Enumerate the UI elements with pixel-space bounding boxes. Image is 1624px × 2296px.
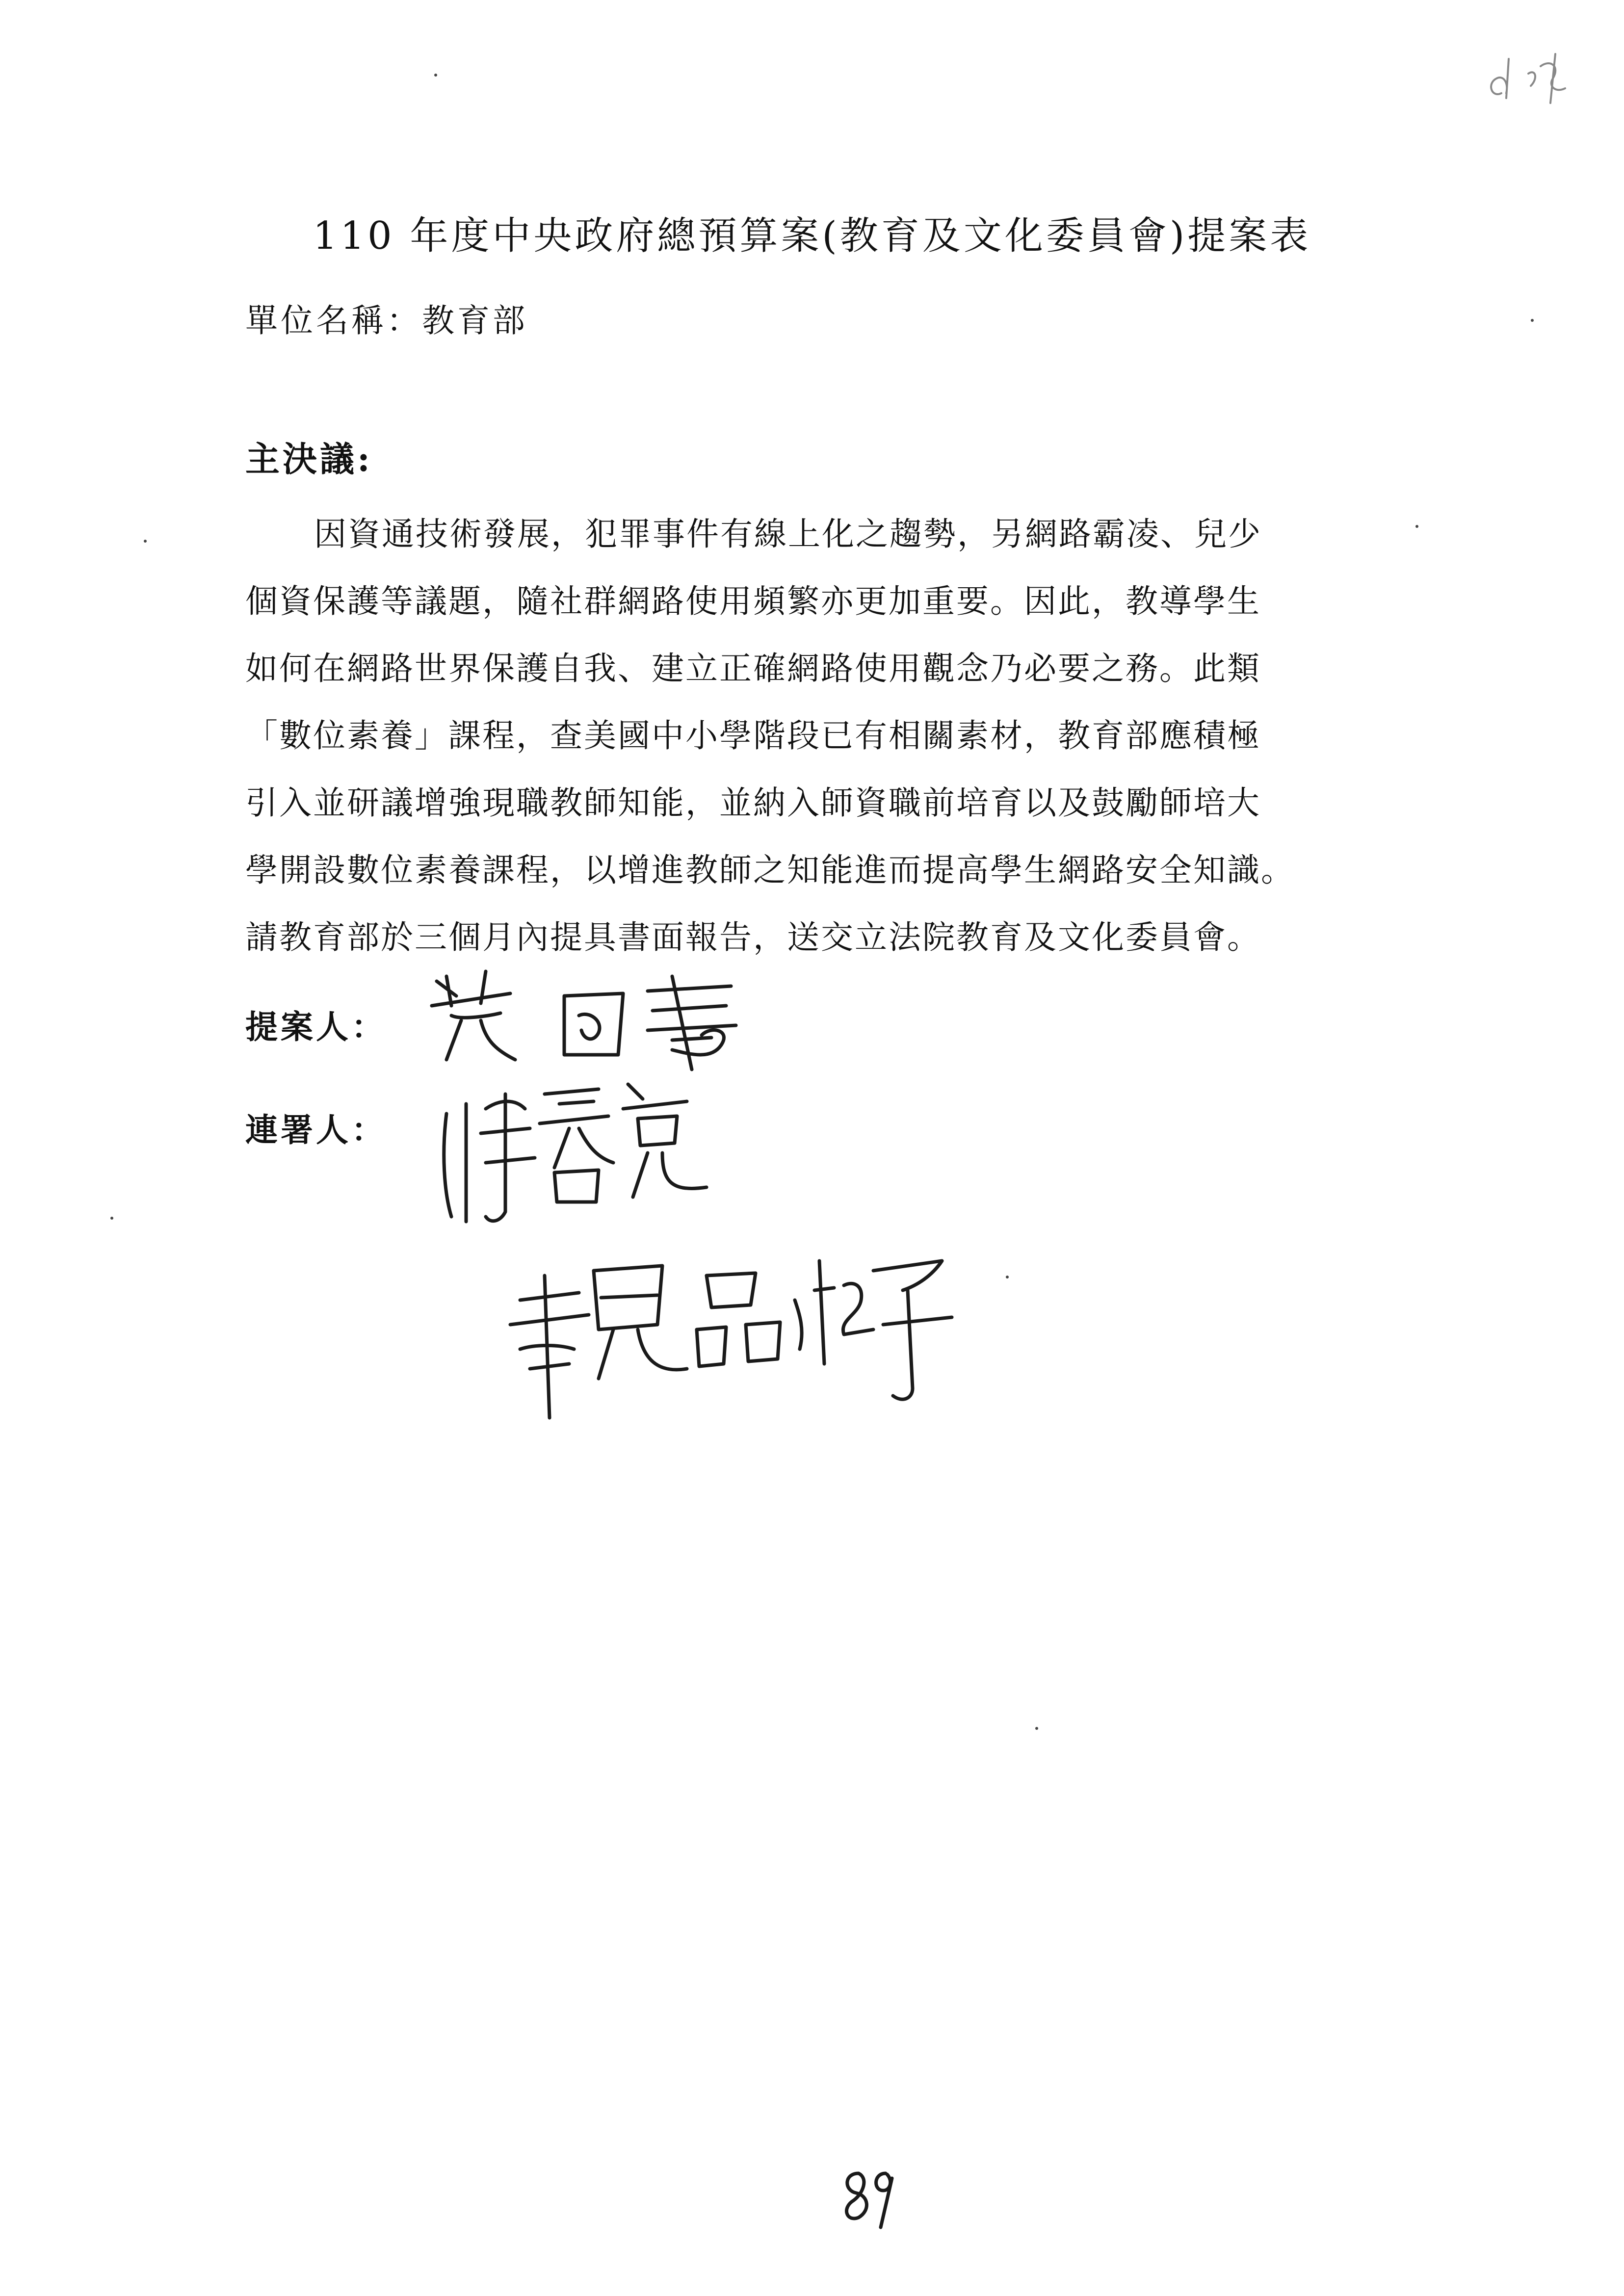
page-number [834,2154,903,2232]
cosigner-2-signature [500,1202,971,1457]
cosigner-label: 連署人： [245,1111,387,1149]
body-line-3: 如何在網路世界保護自我、建立正確網路使用觀念乃必要之務。此類 [245,650,1261,687]
body-line-6: 學開設數位素養課程，以增進教師之知能進而提高學生網路安全知識。 [245,851,1295,889]
form-title: 110 年度中央政府總預算案(教育及文化委員會)提案表 [313,214,1311,258]
scan-speck [110,1217,113,1220]
scan-speck [144,540,147,543]
body-line-1: 因資通技術發展，犯罪事件有線上化之趨勢，另網路霸凌、兒少 [314,515,1262,553]
proposer-label: 提案人： [245,1008,387,1046]
body-line-4: 「數位素養」課程，查美國中小學階段已有相關素材，教育部應積極 [245,717,1261,755]
body-line-5: 引入並研議增強現職教師知能，並納入師資職前培育以及鼓勵師培大 [245,784,1261,822]
body-line-7: 請教育部於三個月內提具書面報告，送交立法院教育及文化委員會。 [245,918,1261,956]
scan-speck [434,74,437,77]
scan-speck [1035,1727,1038,1730]
resolution-heading: 主決議: [245,439,373,479]
scan-speck [1531,319,1534,322]
scan-speck [1415,525,1418,528]
unit-name: 單位名稱：教育部 [245,302,528,339]
body-line-2: 個資保護等議題，隨社群網路使用頻繁亦更加重要。因此，教導學生 [245,582,1261,620]
corner-handwritten-mark [1482,39,1609,118]
scan-speck [1006,1276,1009,1278]
